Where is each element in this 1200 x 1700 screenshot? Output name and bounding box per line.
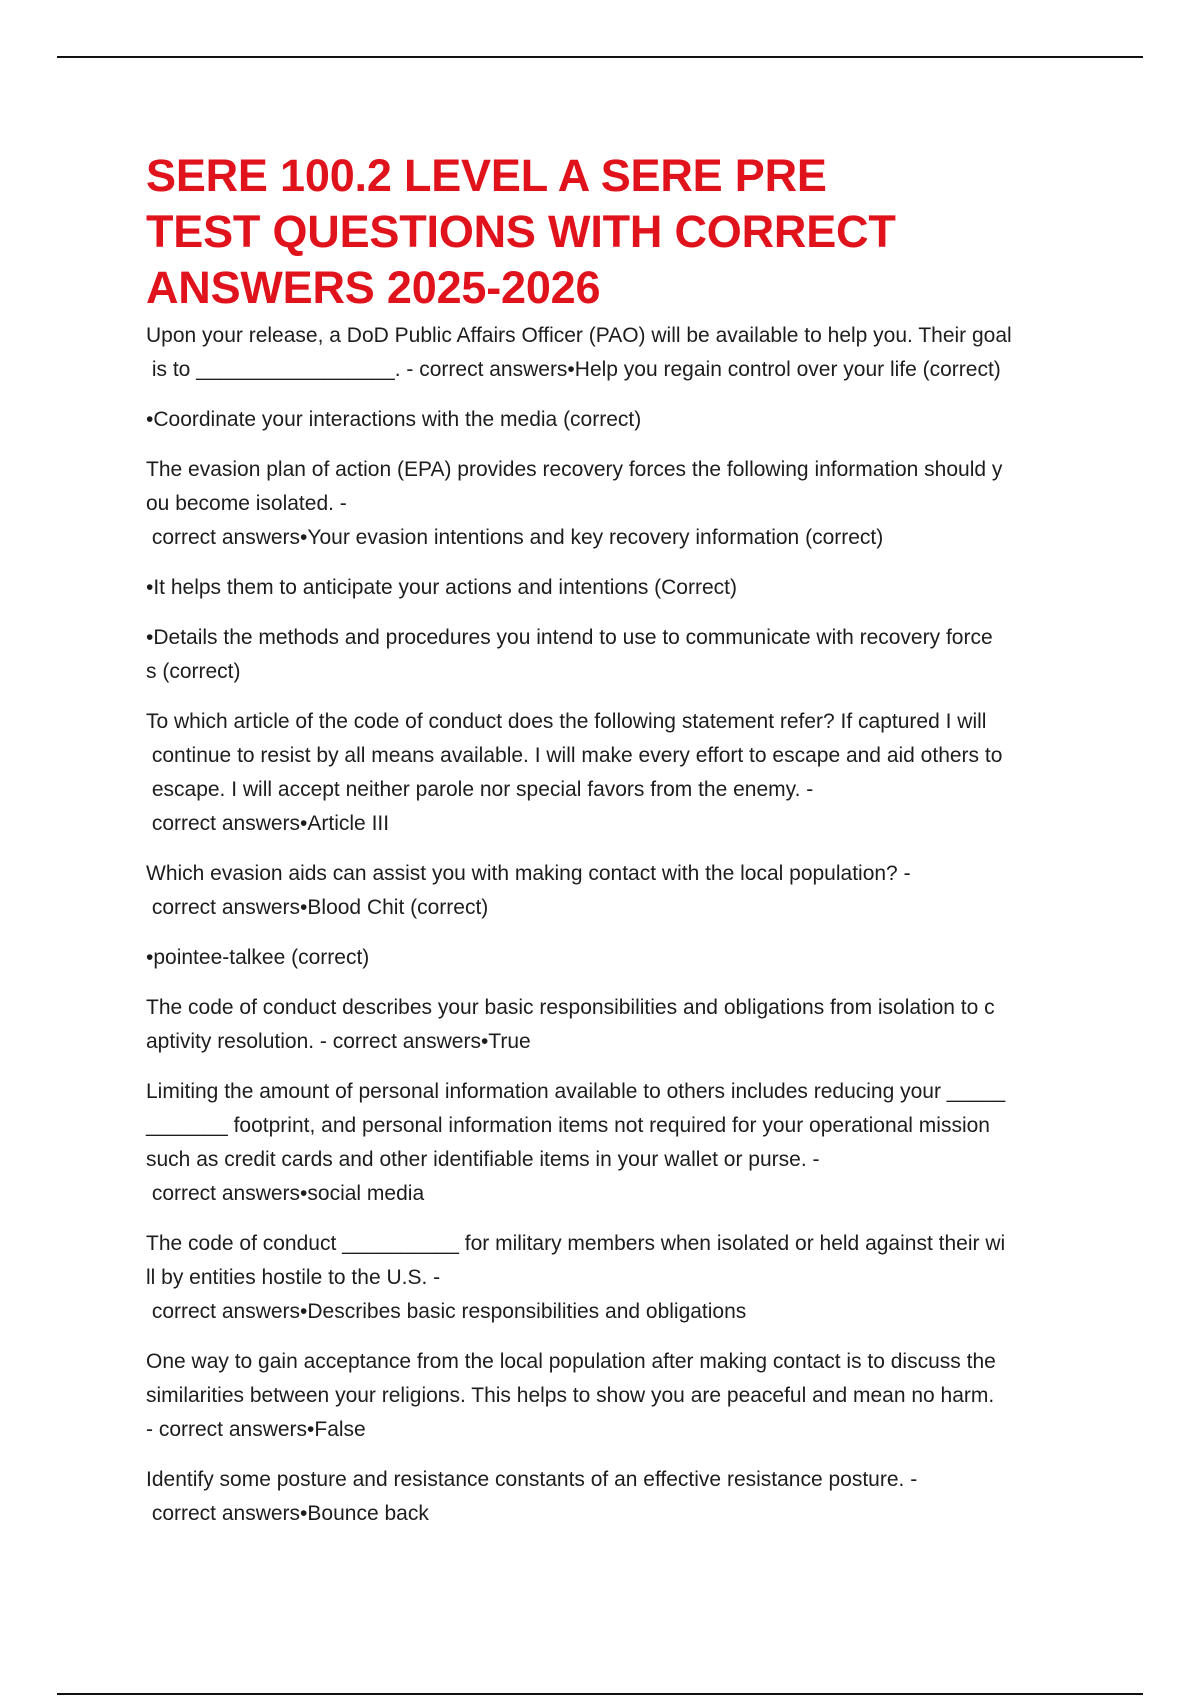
qa-paragraph xyxy=(146,1345,1066,1447)
qa-paragraph xyxy=(146,1075,1066,1211)
qa-line: Upon your release, a DoD Public Affairs Officer (PAO) will be available to help you. Their goal xyxy=(146,324,1012,347)
qa-line: aptivity resolution. - correct answers•True xyxy=(146,1030,531,1053)
qa-paragraph xyxy=(146,1227,1066,1329)
qa-line: correct answers•Your evasion intentions and key recovery information (correct) xyxy=(146,526,884,549)
qa-paragraph xyxy=(146,705,1066,841)
qa-line: is to _________________. - correct answers•Help you regain control over your life (correct) xyxy=(146,358,1001,381)
qa-line: correct answers•Article III xyxy=(146,812,390,835)
qa-line: continue to resist by all means available. I will make every effort to escape and aid others to xyxy=(146,744,1003,767)
qa-line: •It helps them to anticipate your actions and intentions (Correct) xyxy=(146,576,737,599)
title-line: TEST QUESTIONS WITH CORRECT xyxy=(146,206,896,257)
qa-line: correct answers•social media xyxy=(146,1182,425,1205)
bottom-divider xyxy=(57,1693,1143,1695)
qa-paragraph xyxy=(146,453,1066,555)
qa-line: •Details the methods and procedures you intend to use to communicate with recovery force xyxy=(146,626,993,649)
qa-line: _______ footprint, and personal information items not required for your operational mission xyxy=(146,1114,990,1137)
qa-line: ou become isolated. - xyxy=(146,492,347,515)
title-line: ANSWERS 2025-2026 xyxy=(146,262,601,313)
qa-paragraph xyxy=(146,403,1066,437)
qa-line: correct answers•Blood Chit (correct) xyxy=(146,896,489,919)
document-title xyxy=(146,148,1066,316)
qa-paragraph xyxy=(146,941,1066,975)
top-divider xyxy=(57,56,1143,58)
qa-line: One way to gain acceptance from the local population after making contact is to discuss the xyxy=(146,1350,996,1373)
qa-line: correct answers•Describes basic responsibilities and obligations xyxy=(146,1300,747,1323)
qa-line: correct answers•Bounce back xyxy=(146,1502,429,1525)
qa-line: s (correct) xyxy=(146,660,241,683)
qa-line: The evasion plan of action (EPA) provides recovery forces the following information should y xyxy=(146,458,1003,481)
qa-line: - correct answers•False xyxy=(146,1418,366,1441)
qa-line: escape. I will accept neither parole nor special favors from the enemy. - xyxy=(146,778,814,801)
qa-paragraph xyxy=(146,991,1066,1059)
qa-line: ll by entities hostile to the U.S. - xyxy=(146,1266,441,1289)
document-body xyxy=(146,148,1066,1547)
qa-line: •Coordinate your interactions with the media (correct) xyxy=(146,408,642,431)
qa-line: such as credit cards and other identifiable items in your wallet or purse. - xyxy=(146,1148,820,1171)
qa-line: To which article of the code of conduct does the following statement refer? If captured I will xyxy=(146,710,987,733)
qa-paragraph xyxy=(146,319,1066,387)
title-line: SERE 100.2 LEVEL A SERE PRE xyxy=(146,150,827,201)
qa-line: •pointee-talkee (correct) xyxy=(146,946,370,969)
qa-paragraph xyxy=(146,1463,1066,1531)
qa-paragraph xyxy=(146,571,1066,605)
qa-line: Limiting the amount of personal information available to others includes reducing your _____ xyxy=(146,1080,1006,1103)
qa-line: The code of conduct __________ for military members when isolated or held against their wi xyxy=(146,1232,1006,1255)
question-answer-list xyxy=(146,319,1066,1531)
qa-line: Which evasion aids can assist you with making contact with the local population? - xyxy=(146,862,911,885)
qa-paragraph xyxy=(146,621,1066,689)
qa-paragraph xyxy=(146,857,1066,925)
qa-line: similarities between your religions. This helps to show you are peaceful and mean no harm. xyxy=(146,1384,995,1407)
qa-line: Identify some posture and resistance constants of an effective resistance posture. - xyxy=(146,1468,918,1491)
qa-line: The code of conduct describes your basic responsibilities and obligations from isolation to c xyxy=(146,996,995,1019)
